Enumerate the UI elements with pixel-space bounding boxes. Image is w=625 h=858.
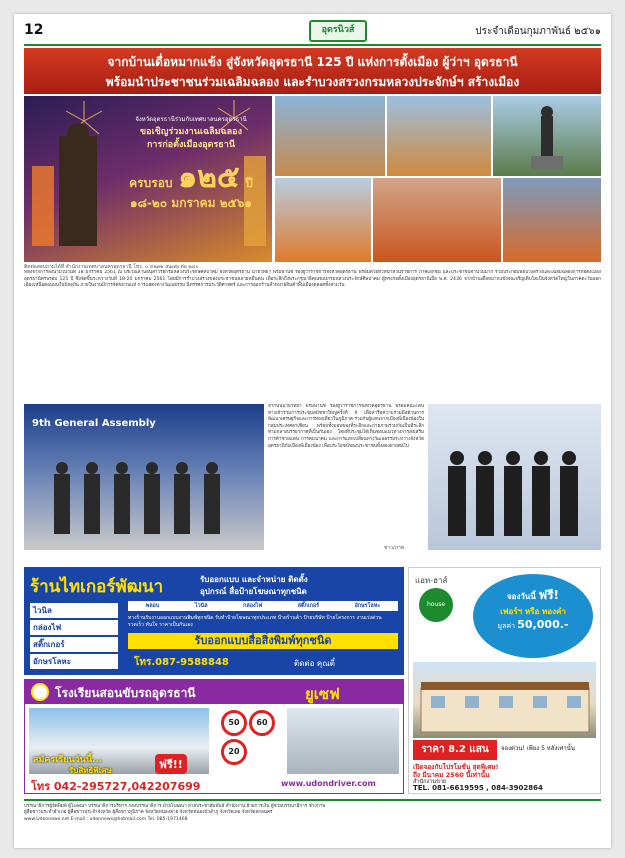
crowd-photo-1: [275, 178, 371, 262]
poster-invite-2: ขอเชิญร่วมงานเฉลิมฉลอง: [140, 127, 242, 137]
tiger-top-items: [128, 601, 398, 611]
driving-title-bar: [25, 680, 403, 704]
footer-line-3: www.Udonnews.net E-mail : udonnews@hotmail.com Tel. 085-1971468: [24, 816, 188, 822]
tiger-phone: โทร.087-9588848: [134, 657, 229, 668]
promo-line-1: [473, 586, 593, 605]
speed-sign-20: 20: [221, 739, 247, 765]
speed-sign-50: 50: [221, 710, 247, 736]
promo-line-2: เฟอร์ฯ หรือ ทองคำ: [500, 607, 566, 616]
speed-sign-60: 60: [249, 710, 275, 736]
anniversary-prefix: ครบรอบ: [129, 176, 173, 190]
poster-dates: ๑๘-๒๐ มกราคม ๒๕๖๑: [130, 196, 252, 210]
ceremony-photo-1: [275, 96, 385, 176]
driving-website[interactable]: www.udondriver.com: [281, 779, 376, 788]
driving-cars-photo: [287, 708, 399, 774]
service-vinyl: ไวนิล: [30, 603, 118, 618]
anniversary-unit: ปี: [245, 176, 253, 190]
promo-book-today: จองวันนี้: [506, 592, 536, 601]
ad-tiger-sign-shop: [24, 567, 404, 675]
road-signs: [221, 710, 281, 765]
crowd-photo-3: [503, 178, 601, 262]
crowd-photo-2: [373, 178, 501, 262]
headline-line-1: จากบ้านเดื่อหมากแข้ง สู่จังหวัดอุดรธานี 125 ปี แห่งการตั้งเมือง ผู้ว่าฯ อุดรธานี: [107, 55, 518, 69]
home-phone: TEL. 081-6619595 , 084-3902864: [413, 784, 543, 792]
open-promotion: เปิดจองกับโปรโมชั่น สุดพิเศษ!: [413, 763, 499, 771]
driving-brand: ยูเซฟ: [305, 685, 340, 703]
issue-date: ประจำเดือนกุมภาพันธ์ ๒๕๖๑: [475, 26, 601, 37]
tiger-contact: ติดต่อ คุณตี๋: [294, 659, 335, 668]
driving-apply: สมัครเรียนวันนี้...: [33, 755, 103, 765]
driving-title: โรงเรียนสอนขับรถอุดรธานี: [55, 686, 196, 700]
townhouse-photo: [413, 662, 596, 738]
price-note: จองด่วน! เพียง 5 หลังเท่านั้น: [501, 745, 575, 752]
tiger-top-item: อักษรโลหะ: [354, 603, 381, 609]
monument-icon: [493, 96, 601, 176]
sales-office: สำนักงานขาย: [413, 779, 447, 785]
group-photo-icon: [428, 404, 601, 550]
meeting-photo-left: [24, 404, 264, 550]
assembly-banner-text: 9th General Assembly: [32, 418, 156, 429]
footer-line-1: บรรณาธิการผู้จัดพิมพ์ ผู้โฆษณา บรรณาธิการบริหาร กองบรรณาธิการ ฝ่ายโฆษณา ฝ่ายประชาสัมพันธ์ สำนักงาน ฝ่ายการเงิน ผู้ช่วยบรรณาธิการ ช่างภาพ: [24, 804, 326, 809]
article-1-text: หลังจากการลงนามในวันที่ 18 มกราคม 2561 ณ บริเวณลานอนุสาวรีย์กรมหลวงประจักษ์ศิลปาคม จังหวัดอุดรธานี นายวิทยา พรมพานิช รองผู้ว่าราชการจังหวัดอุดรธานี พร้อมด้วยหัวหน้าส่วนราชการ ภาคเอกชน และประชาชนจำนวนมาก ร่วมประกอบพิธีบวงสรวงและเฉลิมฉลองการก่อตั้งเมืองอุดรธานีครบรอบ 125 ปี ซึ่งจัดขึ้นระหว่างวันที่ 18-20 มกราคม 2561 โดยมีการรำบวงสรวงของประชาชนหลายหมื่นคน เพื่อระลึกถึงพระกรุณาธิคุณของกรมหลวงประจักษ์ศิลปาคม ผู้ทรงก่อตั้งเมืองอุดรธานีเมื่อ พ.ศ. 2436 จากบ้านเดื่อหมากแข้งจนเจริญเติบโตเป็นจังหวัดใหญ่ในภาคตะวันออกเฉียงเหนือตอนบนในปัจจุบัน ภายในงานมีการจัดขบวนแห่ การแสดงทางวัฒนธรรม นิทรรศการประวัติศาสตร์ และการออกร้านจำหน่ายสินค้าพื้นเมืองตลอดทั้งสามวัน: [24, 270, 601, 289]
promo-line-3: [473, 618, 593, 632]
poster-invite-3: การก่อตั้งเมืองอุดรธานี: [146, 140, 236, 150]
townhouse-icon: [413, 662, 596, 738]
driving-logo-icon: [31, 683, 49, 701]
tiger-shop-name: ร้านไทเกอร์พัฒนา: [30, 577, 164, 597]
newspaper-logo: อุดรนิวส์: [309, 20, 367, 42]
tiger-top-item: กล่องไฟ: [243, 603, 263, 609]
page-number: 12: [24, 22, 44, 38]
poster-invite-1: จังหวัดอุดรธานีร่วมกับเทศบาลนครอุดรธานี: [135, 116, 247, 123]
tiger-top-item: พลอบ: [145, 603, 160, 609]
promo-value-label: มูลค่า: [497, 622, 516, 630]
article-2-credit: ข่าว/ภาพ: [384, 545, 405, 551]
tiger-tagline-1: รับออกแบบ และจำหน่าย ติดตั้ง: [200, 575, 308, 584]
ceremony-photo-2: [387, 96, 491, 176]
price-label: ราคา 8.2 แสน: [413, 740, 497, 760]
tiger-top-item: ไวนิล: [194, 603, 208, 609]
service-lightbox: กล่องไฟ: [30, 620, 118, 635]
service-metal-letter: อักษรโลหะ: [30, 654, 118, 669]
promo-value: 50,000.-: [517, 618, 569, 631]
promo-badge: [473, 574, 593, 658]
page-header: [24, 20, 601, 46]
tiger-bottom-tagline: รับออกแบบสื่อสิ่งพิมพ์ทุกชนิด: [128, 633, 398, 649]
anniversary-poster: [24, 96, 272, 262]
driving-apply-2: รับสิทธิพิเศษ: [69, 766, 112, 775]
driving-phone: โทร 042-295727,042207699: [31, 780, 201, 793]
tiger-services: [30, 603, 118, 669]
promotion-until: ถึง มีนาคม 2560 นี้เท่านั้น: [413, 771, 490, 779]
poster-caption: ติดต่อสอบถามได้ที่ สำนักงานเทศบาลนครอุดรธานี โทร. ๐ ๔๒๓๒ ๕๑๗๖ ต่อ ๒๔๐: [24, 264, 199, 270]
service-sticker: สติ๊กเกอร์: [30, 637, 118, 652]
tiger-tagline-2: อุปกรณ์ สื่อป้ายโฆษณาทุกชนิด: [200, 587, 307, 596]
masthead-footer: [24, 799, 601, 843]
home-brand: แอท-ฮาส์: [415, 576, 448, 585]
house-logo-text: house: [426, 601, 446, 608]
ad-housing-project: [408, 567, 601, 794]
house-logo-icon: [419, 588, 453, 622]
headline-banner: [24, 48, 601, 94]
monument-photo: [493, 96, 601, 176]
anniversary-number: ๑๒๕: [178, 160, 240, 195]
article-2-text: จากนั้นนายวิทยา พรมพานิช รองผู้ว่าราชการจังหวัดอุดรธานี พร้อมคณะเดินทางเข้าร่วมการประชุมสมัชชาใหญ่ครั้งที่ 9 เพื่อหารือความร่วมมือด้านการพัฒนาเศรษฐกิจและการท่องเที่ยวในภูมิภาค ร่วมกับผู้แทนจากเมืองพี่เมืองน้องในกลุ่มประเทศอาเซียน พร้อมทั้งมอบของที่ระลึกและถ่ายภาพร่วมกันเป็นที่ระลึก ท่ามกลางบรรยากาศที่เป็นกันเอง โดยที่ประชุมได้เห็นชอบแนวทางการส่งเสริมการค้าชายแดน การคมนาคม และการแลกเปลี่ยนทางวัฒนธรรมระหว่างจังหวัดอุดรธานีกับเมืองพี่เมืองน้อง เพื่อประโยชน์ของประชาชนทั้งสองฝ่ายต่อไป: [268, 404, 424, 449]
newspaper-page: [14, 14, 611, 848]
meeting-photo-right: [428, 404, 601, 550]
promo-free: ฟรี!: [538, 588, 560, 602]
driving-free-badge: ฟรี!!: [155, 754, 187, 774]
footer-line-2: ผู้สื่อข่าวประจำอำเภอ ผู้สื่อข่าวประจำจังหวัด ผู้สื่อข่าวภูมิภาค จังหวัดหนองคาย จังหวัดหนองบัวลำภู จังหวัดเลย จังหวัดสกลนคร: [24, 810, 273, 816]
headline-line-2: พร้อมนำประชาชนร่วมเฉลิมฉลอง และรำบวงสรวงกรมหลวงประจักษ์ฯ สร้างเมือง: [105, 75, 520, 89]
tiger-detail: ทางร้านรับงานออกแบบงานพิมพ์ทุกชนิด รับทำป้ายโฆษณาทุกประเภท ป้ายร้านค้า ป้ายบริษัท ป้ายโครงการ งานเร่งด่วน รวดเร็ว ทันใจ ราคาเป็นกันเอง: [128, 615, 382, 628]
people-icon: [24, 404, 264, 550]
ad-driving-school: [24, 679, 404, 794]
tiger-top-item: สติ๊กเกอร์: [297, 603, 319, 609]
